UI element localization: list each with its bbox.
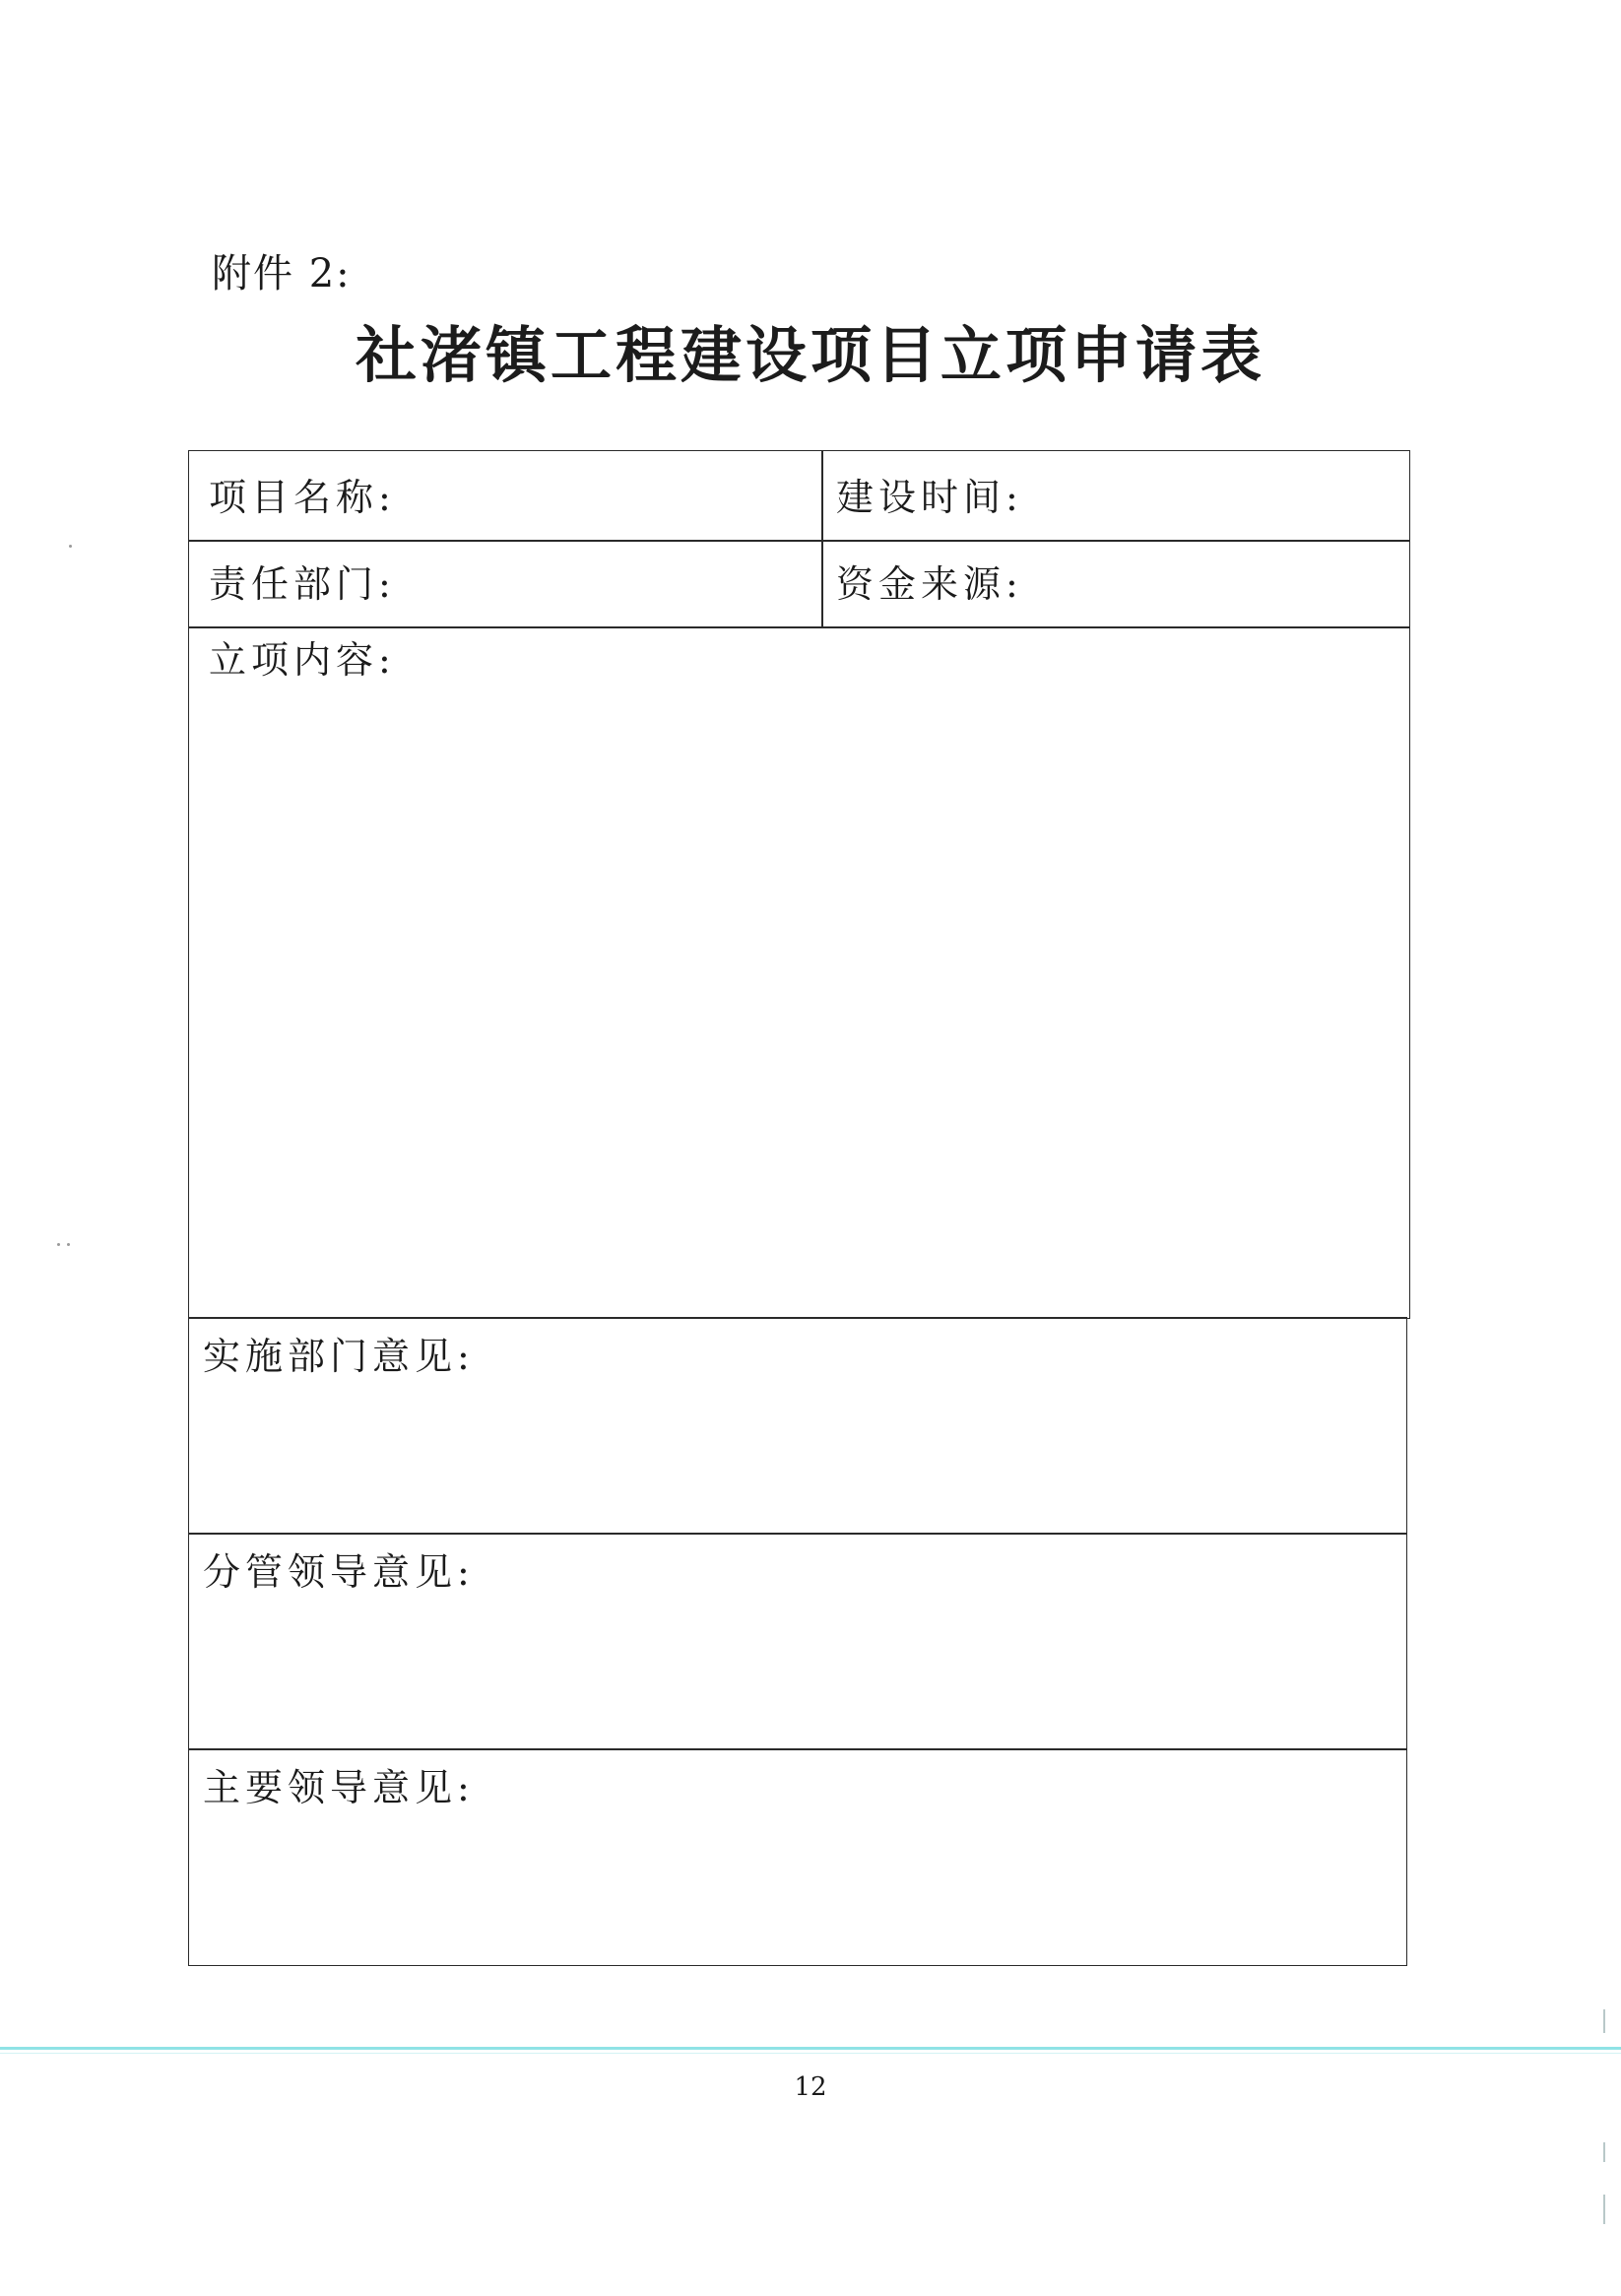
project-content-cell <box>188 626 1410 1319</box>
scan-speck <box>57 1243 60 1246</box>
application-form <box>188 450 1410 1966</box>
footer-rule <box>0 2047 1621 2050</box>
page-number: 12 <box>794 2072 827 2102</box>
responsible-dept-label: 责任部门: <box>209 562 396 606</box>
project-name-label: 项目名称: <box>209 476 396 519</box>
supervising-leader-opinion-cell <box>188 1533 1407 1750</box>
attachment-label: 附件 2: <box>212 251 352 296</box>
responsible-dept-cell <box>188 540 823 628</box>
construction-time-cell <box>821 450 1410 542</box>
construction-time-label: 建设时间: <box>836 476 1023 519</box>
scan-speck <box>69 545 72 548</box>
footer-rule-shadow <box>0 2053 1621 2054</box>
project-content-label: 立项内容: <box>209 638 396 682</box>
scan-edge-mark <box>1603 2195 1605 2224</box>
funding-source-label: 资金来源: <box>836 562 1023 606</box>
principal-leader-opinion-label: 主要领导意见: <box>203 1766 475 1809</box>
supervising-leader-opinion-label: 分管领导意见: <box>203 1550 475 1594</box>
funding-source-cell <box>821 540 1410 628</box>
implementing-dept-opinion-cell <box>188 1317 1407 1535</box>
scan-speck <box>67 1243 70 1246</box>
project-name-cell <box>188 450 823 542</box>
principal-leader-opinion-cell <box>188 1748 1407 1966</box>
implementing-dept-opinion-label: 实施部门意见: <box>203 1335 475 1378</box>
scan-edge-mark <box>1603 2142 1605 2162</box>
scan-edge-mark <box>1603 2009 1605 2033</box>
page-title: 社渚镇工程建设项目立项申请表 <box>355 319 1265 391</box>
